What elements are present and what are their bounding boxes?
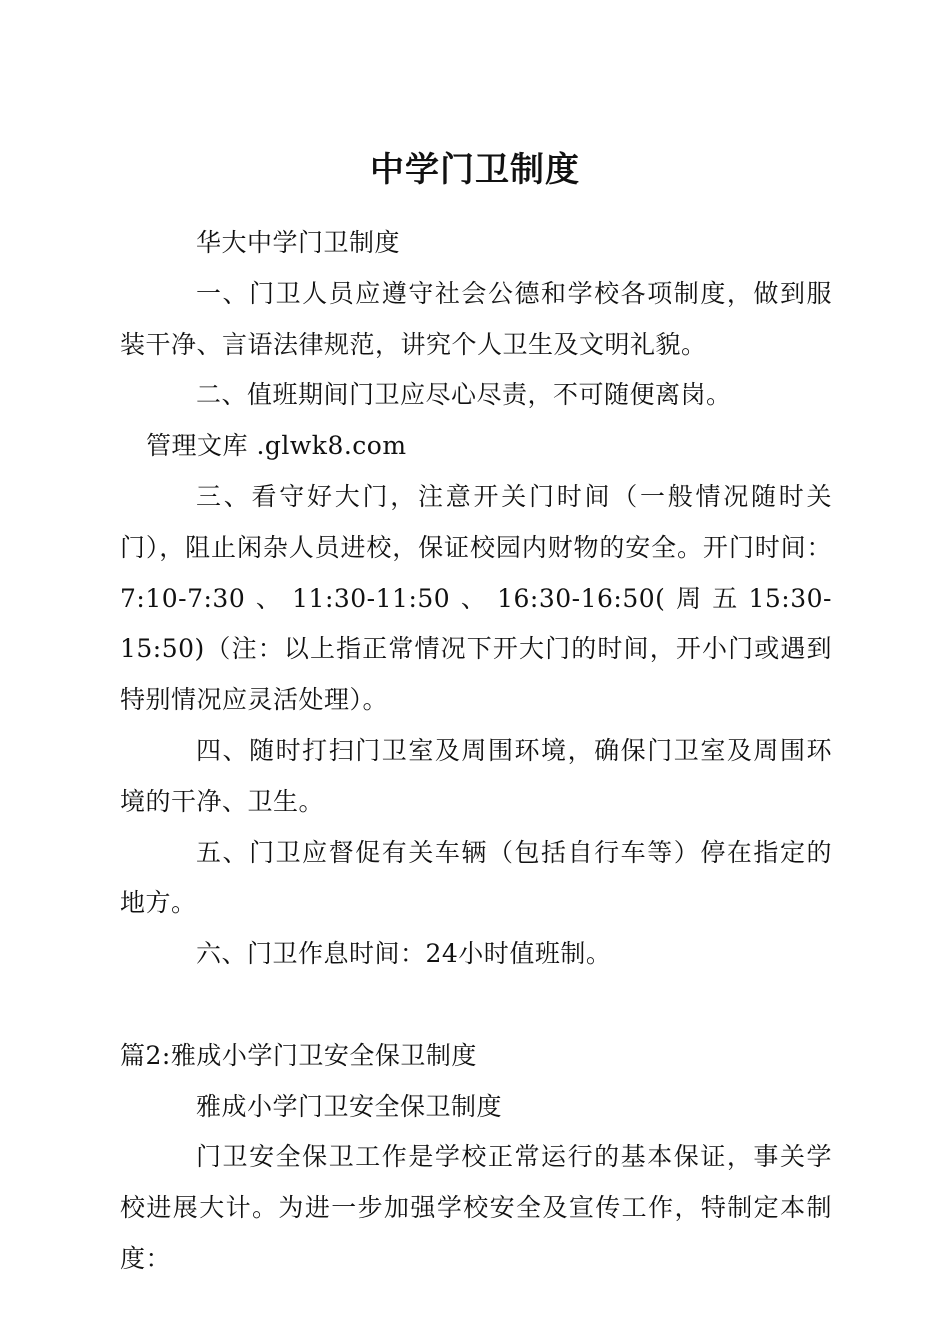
document-title: 中学门卫制度 xyxy=(370,150,580,190)
paragraph-rule-2: 二、值班期间门卫应尽心尽责，不可随便离岗。 xyxy=(196,380,732,410)
paragraph-rule-1: 一、门卫人员应遵守社会公德和学校各项制度，做到服装干净、言语法律规范，讲究个人卫生及文明礼貌。 xyxy=(120,278,832,359)
section2-intro: 门卫安全保卫工作是学校正常运行的基本保证，事关学校进展大计。为进一步加强学校安全及宣传工作，特制定本制度： xyxy=(120,1142,832,1273)
paragraph-rule-6: 六、门卫作息时间：24小时值班制。 xyxy=(196,939,612,969)
paragraph-rule-4: 四、随时打扫门卫室及周围环境，确保门卫室及周围环境的干净、卫生。 xyxy=(120,735,832,816)
section-spacer xyxy=(120,980,832,1031)
section2-heading: 篇2:雅成小学门卫安全保卫制度 xyxy=(120,1040,477,1070)
paragraph-rule-5: 五、门卫应督促有关车辆（包括自行车等）停在指定的地方。 xyxy=(120,837,832,918)
paragraph-rule-3: 三、看守好大门，注意开关门时间（一般情况随时关门），阻止闲杂人员进校，保证校园内财物的安全。开门时间：7:10-7:30、11:30-11:50、16:30-16:50(周五15:30-15:50)（注：以上指正常情况下开大门的时间，开小门或遇到特别情况应灵活处理）。 xyxy=(120,481,832,715)
paragraph-subtitle: 华大中学门卫制度 xyxy=(196,228,401,257)
document-body xyxy=(120,218,832,1285)
section2-subtitle: 雅成小学门卫安全保卫制度 xyxy=(196,1091,503,1121)
paragraph-source-note: 管理文库 .glwk8.com xyxy=(146,431,407,461)
